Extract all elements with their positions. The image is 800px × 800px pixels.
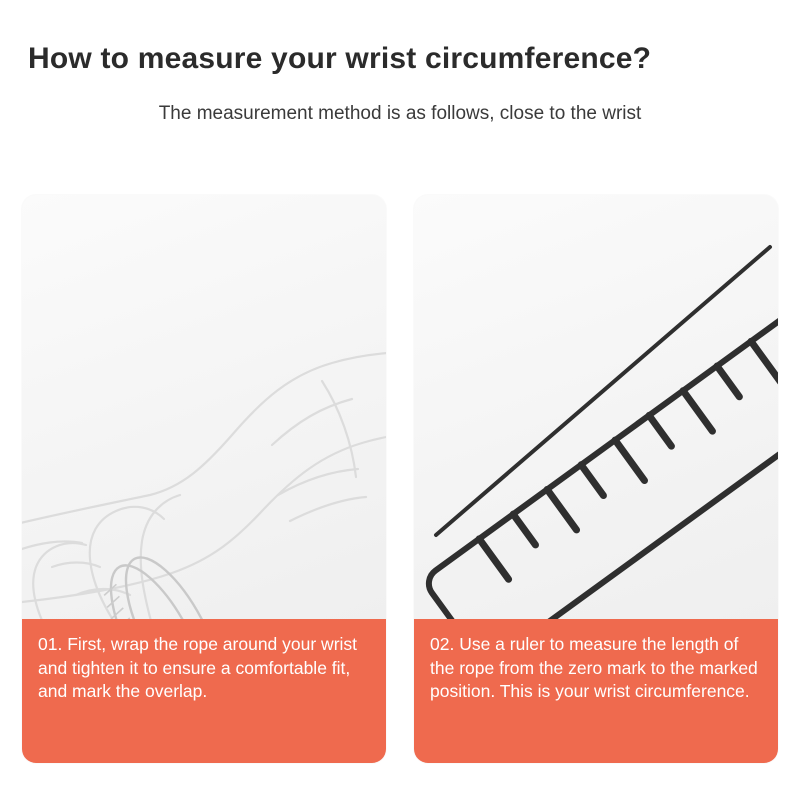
- step-card-2: [414, 195, 778, 763]
- ruler-measuring-rope-length-illustration: [414, 195, 778, 619]
- page-title: How to measure your wrist circumference?: [28, 42, 652, 75]
- step-1-caption: 01. First, wrap the rope around your wrist and tighten it to ensure a comfortable fit, and mark the overlap.: [22, 619, 386, 763]
- step-2-caption: 02. Use a ruler to measure the length of the rope from the zero mark to the marked position. This is your wrist circumference.: [414, 619, 778, 763]
- steps-container: [22, 195, 778, 763]
- page-subtitle: The measurement method is as follows, close to the wrist: [158, 103, 642, 124]
- step-card-1: [22, 195, 386, 763]
- hand-wrapping-tape-around-wrist-illustration: [22, 195, 386, 619]
